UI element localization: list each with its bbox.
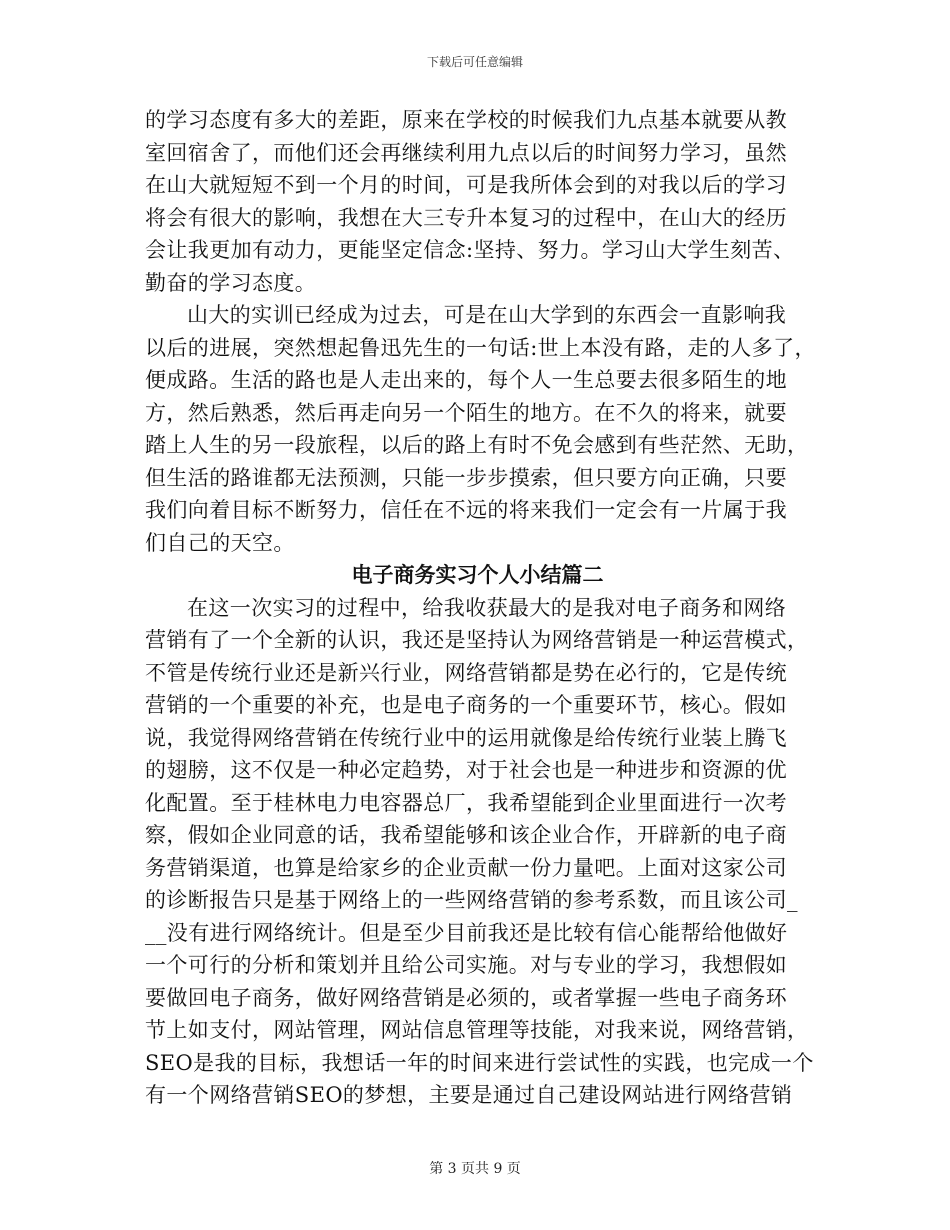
text-line: 一个可行的分析和策划并且给公司实施。对与专业的学习，我想假如 [145, 953, 787, 977]
document-body [145, 104, 816, 1112]
text-line: 的学习态度有多大的差距，原来在学校的时候我们九点基本就要从教 [145, 108, 787, 132]
text-line: 务营销渠道，也算是给家乡的企业贡献一份力量吧。上面对这家公司 [145, 855, 787, 880]
text-line: 化配置。至于桂林电力电容器总厂，我希望能到企业里面进行一次考 [145, 790, 787, 815]
text-line: 有一个网络营销SEO的梦想，主要是通过自己建设网站进行网络营销 [145, 1083, 793, 1107]
text-line: 便成路。生活的路也是人走出来的，每个人一生总要去很多陌生的地 [145, 368, 787, 392]
text-line: 在山大就短短不到一个月的时间，可是我所体会到的对我以后的学习 [145, 173, 787, 197]
text-line: 勤奋的学习态度。 [145, 270, 317, 295]
text-line: 方，然后熟悉，然后再走向另一个陌生的地方。在不久的将来，就要 [145, 400, 787, 425]
text-line: 室回宿舍了，而他们还会再继续利用九点以后的时间努力学习，虽然 [145, 140, 787, 165]
page-footer: 第 3 页共 9 页 [429, 1161, 521, 1177]
text-line: 要做回电子商务，做好网络营销是必须的，或者掌握一些电子商务环 [145, 985, 787, 1010]
text-line: 说，我觉得网络营销在传统行业中的运用就像是给传统行业装上腾飞 [145, 725, 787, 750]
text-line: SEO是我的目标，我想话一年的时间来进行尝试性的实践，也完成一个 [145, 1050, 814, 1075]
text-line: 营销有了一个全新的认识，我还是坚持认为网络营销是一种运营模式， [145, 628, 809, 652]
text-line: 踏上人生的另一段旅程，以后的路上有时不免会感到有些茫然、无助， [145, 433, 809, 457]
text-line: 将会有很大的影响，我想在大三专升本复习的过程中，在山大的经历 [145, 205, 787, 230]
text-line: 我们向着目标不断努力，信任在不远的将来我们一定会有一片属于我 [145, 498, 787, 522]
text-line: 们自己的天空。 [145, 530, 295, 555]
text-line: __没有进行网络统计。但是至少目前我还是比较有信心能帮给他做好 [145, 920, 788, 945]
page-header: 下载后可任意编辑 [426, 55, 523, 69]
text-line: 在这一次实习的过程中，给我收获最大的是我对电子商务和网络 [187, 595, 787, 620]
text-line: 但生活的路谁都无法预测，只能一步步摸索，但只要方向正确，只要 [145, 465, 787, 490]
text-line: 山大的实训已经成为过去，可是在山大学到的东西会一直影响我 [187, 303, 787, 327]
text-line: 会让我更加有动力，更能坚定信念:坚持、努力。学习山大学生刻苦、 [145, 238, 795, 262]
text-line: 以后的进展，突然想起鲁迅先生的一句话:世上本没有路，走的人多了， [145, 335, 816, 360]
text-line: 节上如支付，网站管理，网站信息管理等技能，对我来说，网络营销， [145, 1018, 809, 1042]
text-line: 的诊断报告只是基于网络上的一些网络营销的参考系数，而且该公司_ [145, 888, 798, 912]
section-heading: 电子商务实习个人小结篇二 [351, 562, 604, 587]
text-line: 察，假如企业同意的话，我希望能够和该企业合作，开辟新的电子商 [145, 823, 787, 847]
text-line: 的翅膀，这不仅是一种必定趋势，对于社会也是一种进步和资源的优 [145, 758, 787, 782]
text-line: 不管是传统行业还是新兴行业，网络营销都是势在必行的，它是传统 [145, 660, 787, 685]
text-line: 营销的一个重要的补充，也是电子商务的一个重要环节，核心。假如 [145, 693, 787, 717]
